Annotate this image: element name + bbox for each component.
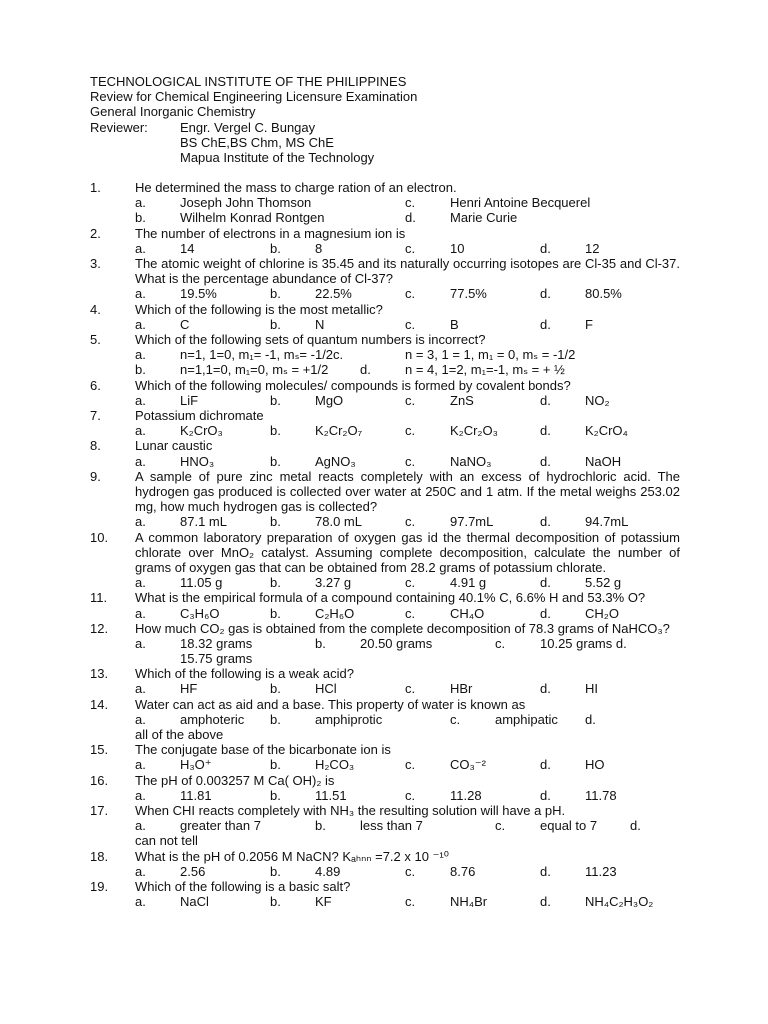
option-text: 87.1 mL	[180, 514, 227, 530]
option-letter: d.	[540, 286, 551, 302]
option-letter: b.	[270, 240, 281, 256]
option-letter: b.	[270, 514, 281, 530]
option-letter: b.	[135, 362, 146, 378]
option-letter: a.	[135, 195, 146, 211]
question-number: 19.	[90, 879, 109, 895]
option-letter: d.	[540, 681, 551, 697]
option-letter: d.	[540, 514, 551, 530]
options-row	[135, 210, 680, 225]
question-stem: Water can act as aid and a base. This property of water is known as	[135, 696, 526, 712]
option-text: n = 3, 1 = 1, m₁ = 0, mₛ = -1/2	[405, 347, 576, 363]
question-12	[90, 621, 680, 667]
option-text: 11.23	[585, 863, 617, 879]
option-letter: a.	[135, 423, 146, 439]
option-text: F	[585, 316, 593, 332]
option-letter: c.	[405, 681, 416, 697]
option-text: 4.91 g	[450, 575, 487, 591]
option-letter: b.	[270, 894, 281, 910]
question-stem: The atomic weight of chlorine is 35.45 and its naturally occurring isotopes are Cl-35 and Cl-37. What is the percentage abundance of Cl-37?	[135, 255, 680, 287]
option-text: K₂Cr₂O₃	[450, 423, 498, 439]
question-list	[90, 180, 680, 909]
question-18	[90, 849, 680, 879]
question-13	[90, 666, 680, 696]
option-letter: c.	[405, 894, 416, 910]
question-stem: Lunar caustic	[135, 438, 213, 454]
option-letter: c.	[405, 863, 416, 879]
question-number: 12.	[90, 620, 109, 636]
reviewer-school: Mapua Institute of the Technology	[180, 149, 375, 165]
option-text: less than 7	[360, 818, 423, 834]
option-letter: d.	[540, 894, 551, 910]
reviewer-name: Engr. Vergel C. Bungay	[180, 119, 316, 135]
question-14	[90, 697, 680, 743]
option-letter: d.	[540, 392, 551, 408]
option-letter: d.	[630, 818, 641, 834]
review-title: Review for Chemical Engineering Licensure Examination	[90, 89, 418, 105]
option-letter: c.	[495, 635, 506, 651]
question-number: 1.	[90, 180, 101, 195]
option-letter: c.	[405, 423, 416, 439]
option-letter: d.	[405, 210, 416, 226]
option-text: Wilhelm Konrad Rontgen	[180, 210, 325, 226]
option-letter: b.	[135, 210, 146, 226]
options-row	[135, 712, 680, 727]
option-letter: c.	[405, 286, 416, 302]
option-text: ZnS	[450, 392, 474, 408]
option-text: CH₄O	[450, 605, 485, 621]
option-letter: a.	[135, 605, 146, 621]
option-text: H₃O⁺	[180, 757, 212, 773]
option-letter: b.	[270, 392, 281, 408]
question-number: 8.	[90, 438, 101, 454]
option-text: HF	[180, 681, 198, 697]
question-16	[90, 773, 680, 803]
option-letter: a.	[135, 894, 146, 910]
option-letter: a.	[135, 635, 146, 651]
question-8	[90, 438, 680, 468]
question-10	[90, 530, 680, 591]
option-letter: b.	[270, 863, 281, 879]
question-9	[90, 469, 680, 530]
options-row	[135, 575, 680, 590]
option-text: amphoteric	[180, 711, 245, 727]
option-text: n = 4, 1=2, m₁=-1, mₛ = + ½	[405, 362, 565, 378]
option-letter: a.	[135, 818, 146, 834]
option-letter: d.	[540, 757, 551, 773]
option-letter: a.	[135, 787, 146, 803]
question-15	[90, 742, 680, 772]
option-text: 11.81	[180, 787, 212, 803]
option-letter: c.	[495, 818, 506, 834]
question-stem: Which of the following is a weak acid?	[135, 666, 354, 682]
option-text: 94.7mL	[585, 514, 629, 530]
option-letter: c.	[405, 757, 416, 773]
option-letter: b.	[270, 681, 281, 697]
option-text: B	[450, 316, 459, 332]
question-number: 18.	[90, 848, 109, 864]
option-text: 78.0 mL	[315, 514, 362, 530]
option-text: n=1,1=0, m₁=0, mₛ = +1/2	[180, 362, 329, 378]
question-stem: Which of the following molecules/ compounds is formed by covalent bonds?	[135, 377, 571, 393]
question-stem: What is the empirical formula of a compound containing 40.1% C, 6.6% H and 53.3% O?	[135, 590, 646, 606]
option-text: Henri Antoine Becquerel	[450, 195, 591, 211]
question-number: 15.	[90, 742, 109, 758]
option-text: greater than 7	[180, 818, 261, 834]
question-number: 5.	[90, 331, 101, 347]
option-letter: d.	[585, 711, 596, 727]
question-stem: A sample of pure zinc metal reacts completely with an excess of hydrochloric acid. The hydrogen gas produced is collected over water at 250C and 1 atm. If the metal weighs 253.02 mg, how much hydrogen gas is collected?	[135, 468, 680, 515]
option-letter: d.	[540, 423, 551, 439]
options-row	[135, 317, 680, 332]
option-letter: a.	[135, 453, 146, 469]
option-text: 10.25 grams d.	[540, 635, 627, 651]
option-text: can not tell	[135, 833, 198, 849]
option-letter: a.	[135, 575, 146, 591]
question-number: 2.	[90, 225, 101, 241]
option-letter: a.	[135, 286, 146, 302]
options-row	[135, 514, 680, 529]
question-number: 16.	[90, 772, 109, 788]
option-text: 2.56	[180, 863, 206, 879]
option-text: amphipatic	[495, 711, 558, 727]
option-text: 77.5%	[450, 286, 487, 302]
option-text: KF	[315, 894, 332, 910]
option-text: 8.76	[450, 863, 476, 879]
option-letter: b.	[270, 316, 281, 332]
options-row	[135, 195, 680, 210]
option-text: C₃H₆O	[180, 605, 220, 621]
option-text: 3.27 g	[315, 575, 352, 591]
option-text: NH₄Br	[450, 894, 488, 910]
option-text: NaCl	[180, 894, 209, 910]
option-text: HNO₃	[180, 453, 215, 469]
question-3	[90, 256, 680, 302]
option-letter: b.	[270, 575, 281, 591]
option-letter: a.	[135, 757, 146, 773]
option-text: CH₂O	[585, 605, 619, 621]
question-number: 4.	[90, 301, 101, 317]
question-19	[90, 879, 680, 909]
options-row	[135, 788, 680, 803]
options-row	[135, 423, 680, 438]
option-letter: c.	[405, 605, 416, 621]
option-text: N	[315, 316, 325, 332]
option-text: 15.75 grams	[180, 651, 253, 667]
question-7	[90, 408, 680, 438]
question-stem: The pH of 0.003257 M Ca( OH)₂ is	[135, 772, 335, 788]
option-letter: c.	[405, 392, 416, 408]
option-text: H₂CO₃	[315, 757, 355, 773]
option-text: NaOH	[585, 453, 622, 469]
option-text: 5.52 g	[585, 575, 622, 591]
options-row	[135, 818, 680, 833]
question-number: 17.	[90, 803, 109, 819]
option-letter: c.	[405, 195, 416, 211]
option-text: NaNO₃	[450, 453, 492, 469]
option-text: Joseph John Thomson	[180, 195, 312, 211]
option-text: HCl	[315, 681, 337, 697]
institute-name: TECHNOLOGICAL INSTITUTE OF THE PHILIPPINES	[90, 74, 407, 89]
option-text: K₂CrO₄	[585, 423, 628, 439]
option-letter: a.	[135, 347, 146, 363]
option-text: 8	[315, 240, 323, 256]
question-number: 3.	[90, 255, 101, 271]
option-text: K₂CrO₃	[180, 423, 223, 439]
option-text: HI	[585, 681, 598, 697]
option-text: AgNO₃	[315, 453, 356, 469]
question-1	[90, 180, 680, 226]
options-row	[135, 362, 680, 377]
question-stem: The conjugate base of the bicarbonate ion is	[135, 742, 391, 758]
options-row	[135, 757, 680, 772]
option-letter: b.	[270, 423, 281, 439]
question-number: 7.	[90, 407, 101, 423]
options-row	[135, 241, 680, 256]
option-letter: b.	[315, 635, 326, 651]
subject-title: General Inorganic Chemistry	[90, 104, 256, 120]
question-stem: What is the pH of 0.2056 M NaCN? Kₐₕₙₙ =7.2 x 10 ⁻¹⁰	[135, 848, 449, 864]
question-stem: Potassium dichromate	[135, 407, 264, 423]
option-letter: d.	[540, 453, 551, 469]
question-number: 6.	[90, 377, 101, 393]
options-row	[135, 636, 680, 651]
option-letter: d.	[360, 362, 371, 378]
option-text: LiF	[180, 392, 199, 408]
question-stem: Which of the following sets of quantum numbers is incorrect?	[135, 331, 486, 347]
option-letter: b.	[270, 605, 281, 621]
option-letter: b.	[270, 787, 281, 803]
option-letter: c.	[450, 711, 461, 727]
option-letter: c.	[405, 575, 416, 591]
option-text: C₂H₆O	[315, 605, 355, 621]
option-text: 19.5%	[180, 286, 217, 302]
option-letter: b.	[270, 453, 281, 469]
question-17	[90, 803, 680, 849]
option-text: MgO	[315, 392, 344, 408]
question-number: 14.	[90, 696, 109, 712]
options-row	[135, 393, 680, 408]
option-text: K₂Cr₂O₇	[315, 423, 363, 439]
options-row	[135, 894, 680, 909]
option-text: HO	[585, 757, 605, 773]
option-letter: d.	[540, 240, 551, 256]
option-text: 11.51	[315, 787, 347, 803]
option-letter: c.	[405, 453, 416, 469]
option-text: 11.28	[450, 787, 482, 803]
option-letter: c.	[405, 316, 416, 332]
options-row	[135, 454, 680, 469]
option-text: equal to 7	[540, 818, 598, 834]
option-letter: d.	[540, 316, 551, 332]
options-row	[135, 651, 680, 666]
question-number: 11.	[90, 590, 108, 606]
question-2	[90, 226, 680, 256]
option-letter: b.	[270, 286, 281, 302]
option-text: 20.50 grams	[360, 635, 433, 651]
question-stem: How much CO₂ gas is obtained from the complete decomposition of 78.3 grams of NaHCO₃?	[135, 620, 670, 636]
option-text: 10	[450, 240, 465, 256]
question-6	[90, 378, 680, 408]
option-letter: b.	[315, 818, 326, 834]
option-letter: a.	[135, 392, 146, 408]
option-text: NH₄C₂H₃O₂	[585, 894, 654, 910]
option-text: C	[180, 316, 190, 332]
option-text: 80.5%	[585, 286, 622, 302]
option-letter: a.	[135, 681, 146, 697]
option-text: n=1, 1=0, m₁= -1, mₛ= -1/2c.	[180, 347, 344, 363]
question-stem: A common laboratory preparation of oxygen gas id the thermal decomposition of potassium chlorate over MnO₂ catalyst. Assuming complete decomposition, calculate the number of grams of oxygen gas that can be obtained from 28.2 grams of potassium chlorate.	[135, 529, 680, 575]
option-letter: d.	[540, 863, 551, 879]
document-header	[90, 74, 690, 165]
option-text: all of the above	[135, 727, 224, 743]
option-text: HBr	[450, 681, 473, 697]
option-text: 18.32 grams	[180, 635, 253, 651]
options-row	[135, 681, 680, 696]
question-number: 10.	[90, 529, 109, 545]
option-text: Marie Curie	[450, 210, 518, 226]
question-11	[90, 590, 680, 620]
option-text: 22.5%	[315, 286, 352, 302]
option-letter: c.	[405, 240, 416, 256]
option-letter: a.	[135, 711, 146, 727]
question-number: 13.	[90, 666, 109, 682]
option-text: 11.05 g	[180, 575, 223, 591]
options-row	[135, 864, 680, 879]
option-letter: d.	[540, 575, 551, 591]
question-stem: Which of the following is the most metallic?	[135, 301, 383, 317]
option-letter: a.	[135, 514, 146, 530]
options-row	[135, 286, 680, 301]
option-text: 14	[180, 240, 195, 256]
option-letter: d.	[540, 605, 551, 621]
option-text: CO₃⁻²	[450, 757, 486, 773]
options-row	[135, 606, 680, 621]
option-letter: b.	[270, 711, 281, 727]
reviewer-degrees: BS ChE,BS Chm, MS ChE	[180, 134, 334, 150]
question-4	[90, 302, 680, 332]
question-stem: Which of the following is a basic salt?	[135, 879, 351, 895]
question-stem: He determined the mass to charge ration of an electron.	[135, 180, 457, 195]
option-letter: a.	[135, 316, 146, 332]
option-text: 97.7mL	[450, 514, 494, 530]
reviewer-block	[90, 120, 690, 166]
question-stem: When CHI reacts completely with NH₃ the resulting solution will have a pH.	[135, 803, 566, 819]
reviewer-label: Reviewer:	[90, 119, 148, 135]
option-letter: d.	[540, 787, 551, 803]
question-number: 9.	[90, 468, 101, 484]
option-letter: c.	[405, 787, 416, 803]
option-text: NO₂	[585, 392, 610, 408]
option-letter: a.	[135, 863, 146, 879]
question-5	[90, 332, 680, 378]
option-letter: a.	[135, 240, 146, 256]
options-row	[135, 347, 680, 362]
option-letter: c.	[405, 514, 416, 530]
option-letter: b.	[270, 757, 281, 773]
question-stem: The number of electrons in a magnesium ion is	[135, 225, 406, 241]
option-text: amphiprotic	[315, 711, 383, 727]
option-text: 4.89	[315, 863, 341, 879]
option-text: 11.78	[585, 787, 617, 803]
option-text: 12	[585, 240, 600, 256]
